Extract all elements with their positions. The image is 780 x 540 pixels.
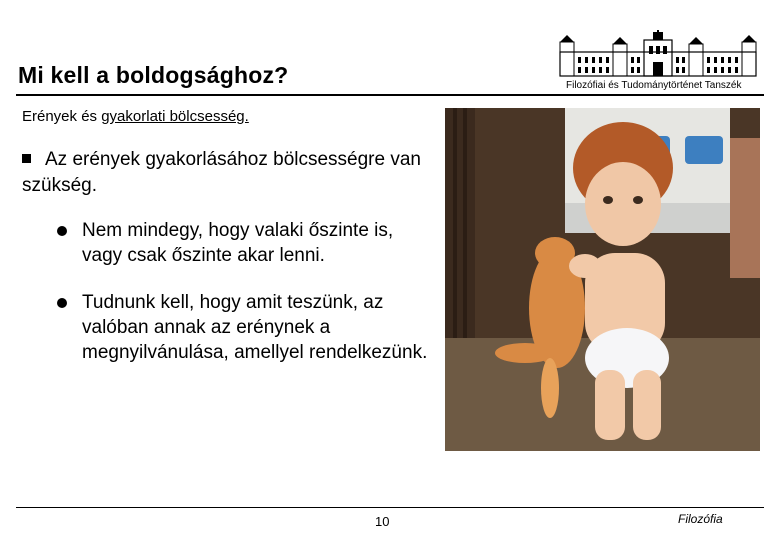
logo-caption: Filozófiai és Tudománytörténet Tanszék: [566, 80, 742, 91]
sub-bullet-text: Nem mindegy, hogy valaki őszinte is, vagy csak őszinte akar lenni.: [82, 220, 394, 266]
slide-title: Mi kell a boldogsághoz?: [18, 62, 289, 88]
subtitle-prefix: Erények és: [22, 108, 102, 125]
title-divider: [16, 94, 764, 96]
main-bullet-text: Az erények gyakorlásához bölcsességre van szükség.: [22, 149, 421, 196]
round-bullet-icon: [57, 226, 67, 236]
main-bullet: [22, 147, 442, 199]
baby-holding-cat-photo: [445, 108, 760, 451]
footer-divider: [16, 507, 764, 508]
square-bullet-icon: [22, 154, 31, 163]
sub-bullet-item: [57, 290, 437, 365]
slide-subtitle: [22, 108, 249, 125]
subtitle-underlined: gyakorlati bölcsesség.: [101, 108, 249, 125]
sub-bullet-item: [57, 218, 437, 268]
sub-bullet-text: Tudnunk kell, hogy amit teszünk, az valóban annak az erénynek a megnyilvánulása, amellyel rendelkezünk.: [82, 292, 428, 363]
footer-label: Filozófia: [678, 512, 723, 526]
round-bullet-icon: [57, 298, 67, 308]
page-number: 10: [375, 514, 390, 529]
